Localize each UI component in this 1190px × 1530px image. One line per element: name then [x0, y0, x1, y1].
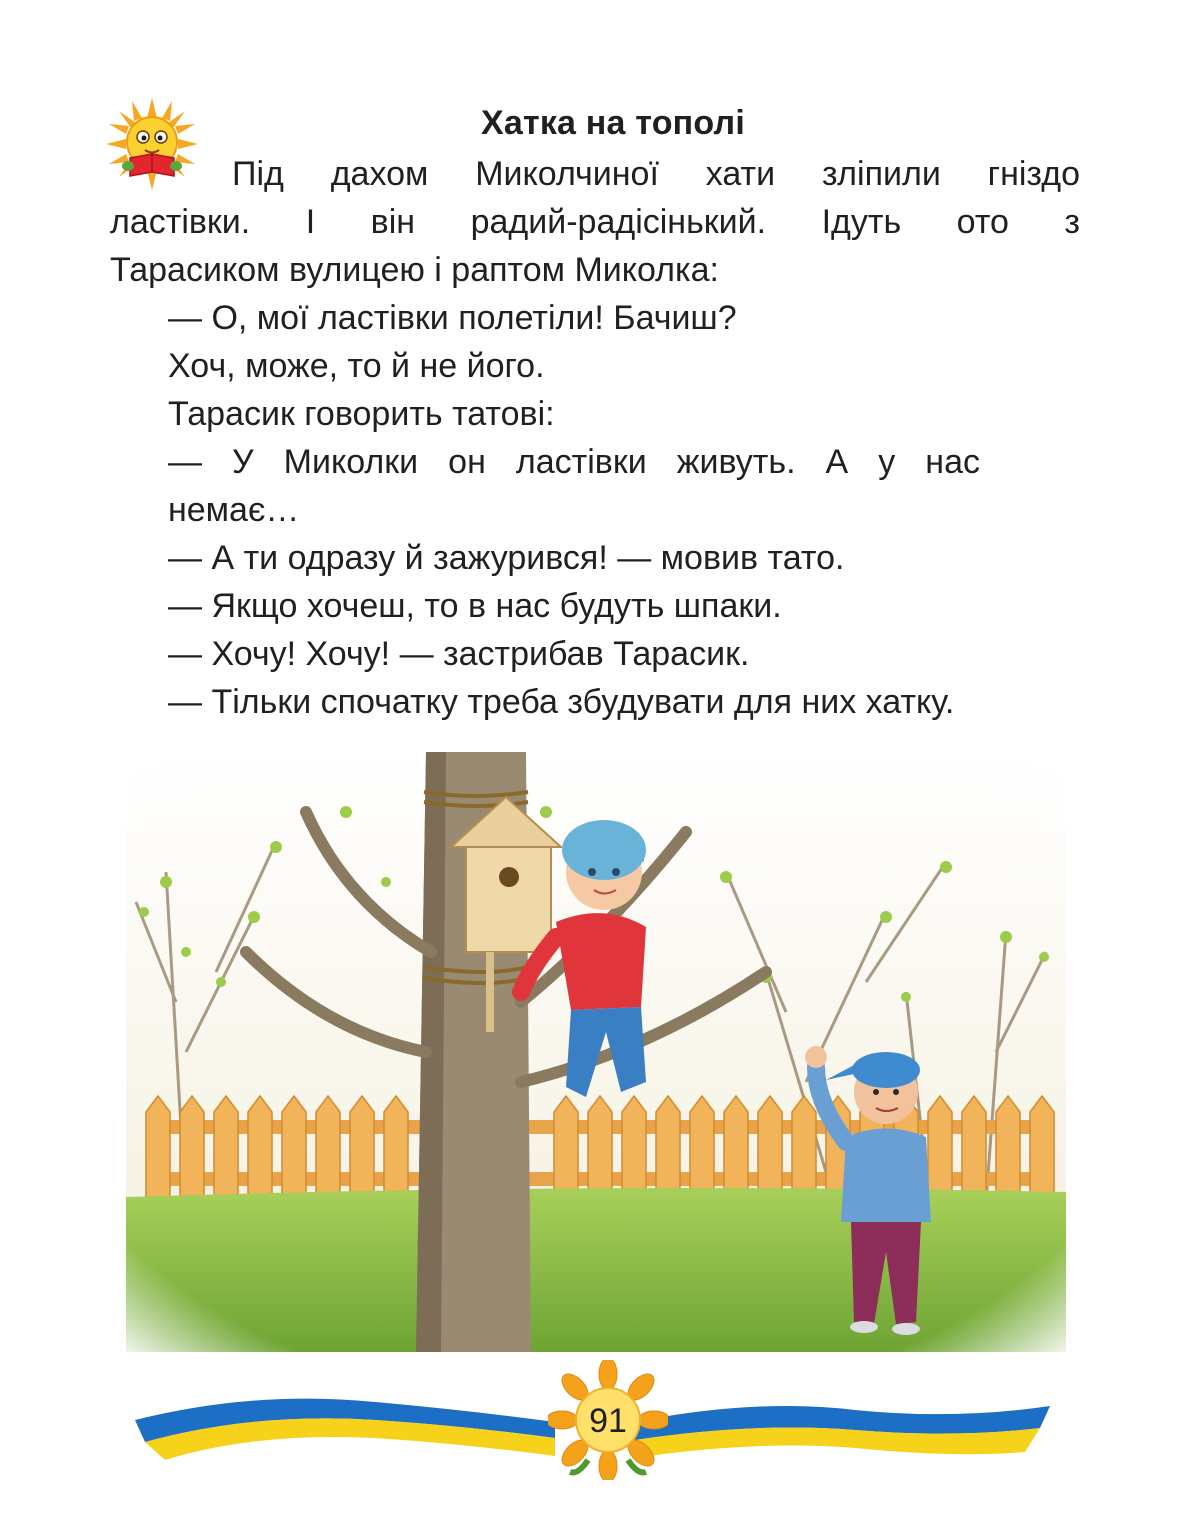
dialogue-line: — А ти одразу й зажурився! — мовив тато. [168, 539, 845, 577]
dialogue-line: — Тільки спочатку треба збудувати для них хатку. [168, 683, 955, 721]
paragraph-line: Тарасиком вулицею і раптом Миколка: [110, 251, 719, 289]
dialogue-line: — У Миколки он ластівки живуть. А у нас [168, 443, 980, 481]
dialogue-line: Хоч, може, то й не його. [168, 347, 545, 385]
page-number: 91 [589, 1402, 627, 1440]
story-text [110, 150, 1080, 726]
story-title: Хатка на тополі [481, 104, 745, 142]
dialogue-line: — Хочу! Хочу! — застрибав Тарасик. [168, 635, 750, 673]
dialogue-line: — О, мої ластівки полетіли! Бачиш? [168, 299, 737, 337]
dialogue-line: немає… [168, 491, 300, 529]
dialogue-line: — Якщо хочеш, то в нас будуть шпаки. [168, 587, 782, 625]
paragraph-line: ластівки. І він радий-радісінький. Ідуть ото з [110, 203, 1080, 241]
paragraph-line: Під дахом Миколчиної хати зліпили гніздо [232, 155, 1080, 193]
birdhouse-illustration [126, 752, 1066, 1352]
dialogue-line: Тарасик говорить татові: [168, 395, 555, 433]
